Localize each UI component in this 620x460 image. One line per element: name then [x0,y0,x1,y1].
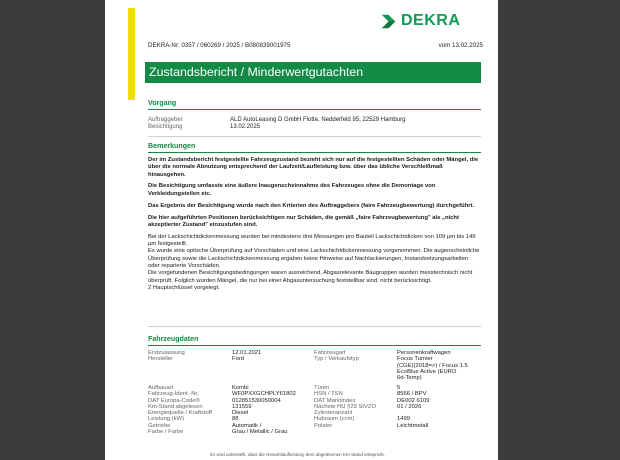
field-label: Zylinderanzahl [314,410,353,417]
field-label: DAT Europa-Code® [148,397,200,404]
field-value: Leichtmetall [397,422,429,429]
field-label: Aufbauart [148,385,174,391]
field-label: Km-Stand abgelesen [148,403,203,410]
vehicle-labels-right [314,385,376,429]
field-value: Kombi [232,385,249,391]
field-value: (CGE)(2018=>) / Focus 1.5 [397,362,468,369]
vehicle-values-left-top [232,350,261,363]
vorgang-value: 13.02.2025 [230,124,261,130]
section-divider [148,152,481,153]
footnote: Es wird unterstellt, dass die Gesamtlaufleistung dem abgelesenen Km-Stand entspricht. [210,452,385,457]
field-label: Farbe / Farbe [148,429,184,436]
reference-number: DEKRA-Nr: 0357 / 060269 / 2025 / B080839001975 [148,42,291,49]
field-label: Nächste HU §29 StVZO [314,403,377,410]
dekra-logo-icon [380,13,397,30]
remarks-paragraph: Das Ergebnis der Besichtigung wurde nach den Kriterien des Auftraggebers (faire Fahrzeugbewertung) durchgeführt. [148,202,475,209]
field-label: Typ / Verkaufstyp [314,356,359,363]
field-value: Focus Turnier [397,356,433,363]
section-divider [148,345,481,346]
remarks-paragraph: Bei der Lackschichtdickenmessung wurden bei mindestens drei Messungen pro Bauteil Lackschichtdicken von 109 µm bis 149 µm festgestellt. Es wurde eine optische Überprüfung auf Vorschäden und eine Lackschichtdickenmessung vorgenommen. Die augenscheinliche Überprüfung sowie die Lackschichtdickenmessung ergaben keine Hinweise auf Nachlackierungen, Instandsetzungsarbeiten oder reparierte Vorschäden. Die vorgefundenen Besichtigungsbedingungen waren ausreichend. Abgasrelevante Baugruppen wurden messtechnisch nicht überprüft. Folglich wurden Mängel, die nur bei einer Abgasuntersuchung feststellbar sind, nicht berücksichtigt. 2 Hauptschlüssel vorgelegt. [148,233,480,291]
report-title: Zustandsbericht / Minderwertgutachten [145,62,481,83]
reference-line [148,42,483,49]
remarks-paragraph: Der im Zustandsbericht festgestellte Fahrzeugzustand bezieht sich nur auf die festgestellten Schäden oder Mängel, die über die normale Abnutzung entsprechend der Laufzeit/Laufleistung bzw. über das übliche Verschleißmaß hinausgehen. [148,157,479,178]
vehicle-values-left [232,385,296,435]
field-value: 8566 / BPV [397,391,427,398]
field-value: Diesel [232,410,249,417]
field-label: Türen [314,385,330,391]
vorgang-label: Besichtigung [148,124,183,130]
vorgang-value: ALD AutoLeasing D GmbH Flotte, Nedderfeld 95, 22529 Hamburg [230,117,406,123]
vehicle-values-right-top [397,350,468,381]
section-divider [148,136,481,137]
field-value: 131559 [232,403,252,410]
field-label: Leistung (kW) [148,416,185,423]
report-date: vom 13.02.2025 [438,42,483,49]
vehicle-values-right [397,385,430,429]
section-divider [148,326,481,327]
field-label: Energiequelle / Kraftstoff [148,410,212,417]
field-value: Ford [232,356,245,363]
field-label: Erstzulassung [148,350,185,356]
field-value: 5 [397,385,401,391]
yellow-accent-stripe [128,8,135,100]
section-title-fahrzeugdaten: Fahrzeugdaten [148,335,199,343]
field-label: Hersteller [148,356,174,363]
field-value: 01 / 2026 [397,403,422,410]
vehicle-labels-left-top [148,350,185,363]
field-value: 88 [232,416,239,423]
field-label: DAT Marktindex [314,397,356,404]
remarks-text [148,157,480,297]
field-label: Polster [314,422,333,429]
field-label: HSN / TSN [314,391,343,398]
section-divider [148,109,481,110]
field-value: Grau / Metallic / Grau [232,429,288,436]
remarks-paragraph: Die hier aufgeführten Positionen berücksichtigen nur Schäden, die gemäß „faire Fahrzeugbewertung" als „nicht akzeptierter Zustand" einzustufen sind. [148,214,459,228]
vehicle-labels-right-top [314,350,359,363]
field-value: DE002 6109 [397,397,430,404]
section-title-bemerkungen: Bemerkungen [148,142,196,150]
section-title-vorgang: Vorgang [148,99,177,107]
field-label: Hubraum (ccm) [314,416,355,423]
field-value: 12.01.2021 [232,350,262,356]
remarks-paragraph: Die Besichtigung umfasste eine äußere Inaugenscheinnahme des Fahrzeuges ohne die Demontage von Verkleidungsteilen etc. [148,183,436,197]
field-label: Fahrzeugart [314,350,346,356]
vorgang-label: Auftraggeber [148,117,183,123]
logo-text: DEKRA [401,12,461,29]
field-value: 6d-Temp) [397,375,422,382]
dekra-logo [380,12,460,30]
field-label: Getriebe [148,422,171,429]
field-value: EcoBlue Active (EURO [397,368,457,375]
field-value: 1499 [397,416,411,423]
field-value: WF0PXXGCHPLY61802 [232,391,296,398]
field-value: Personenkraftwagen [397,350,451,356]
vehicle-labels-left [148,385,212,435]
field-value: 012851530050004 [232,397,281,404]
field-value: Automatik / [232,422,262,429]
field-label: Fahrzeug-Ident.-Nr. [148,391,199,398]
